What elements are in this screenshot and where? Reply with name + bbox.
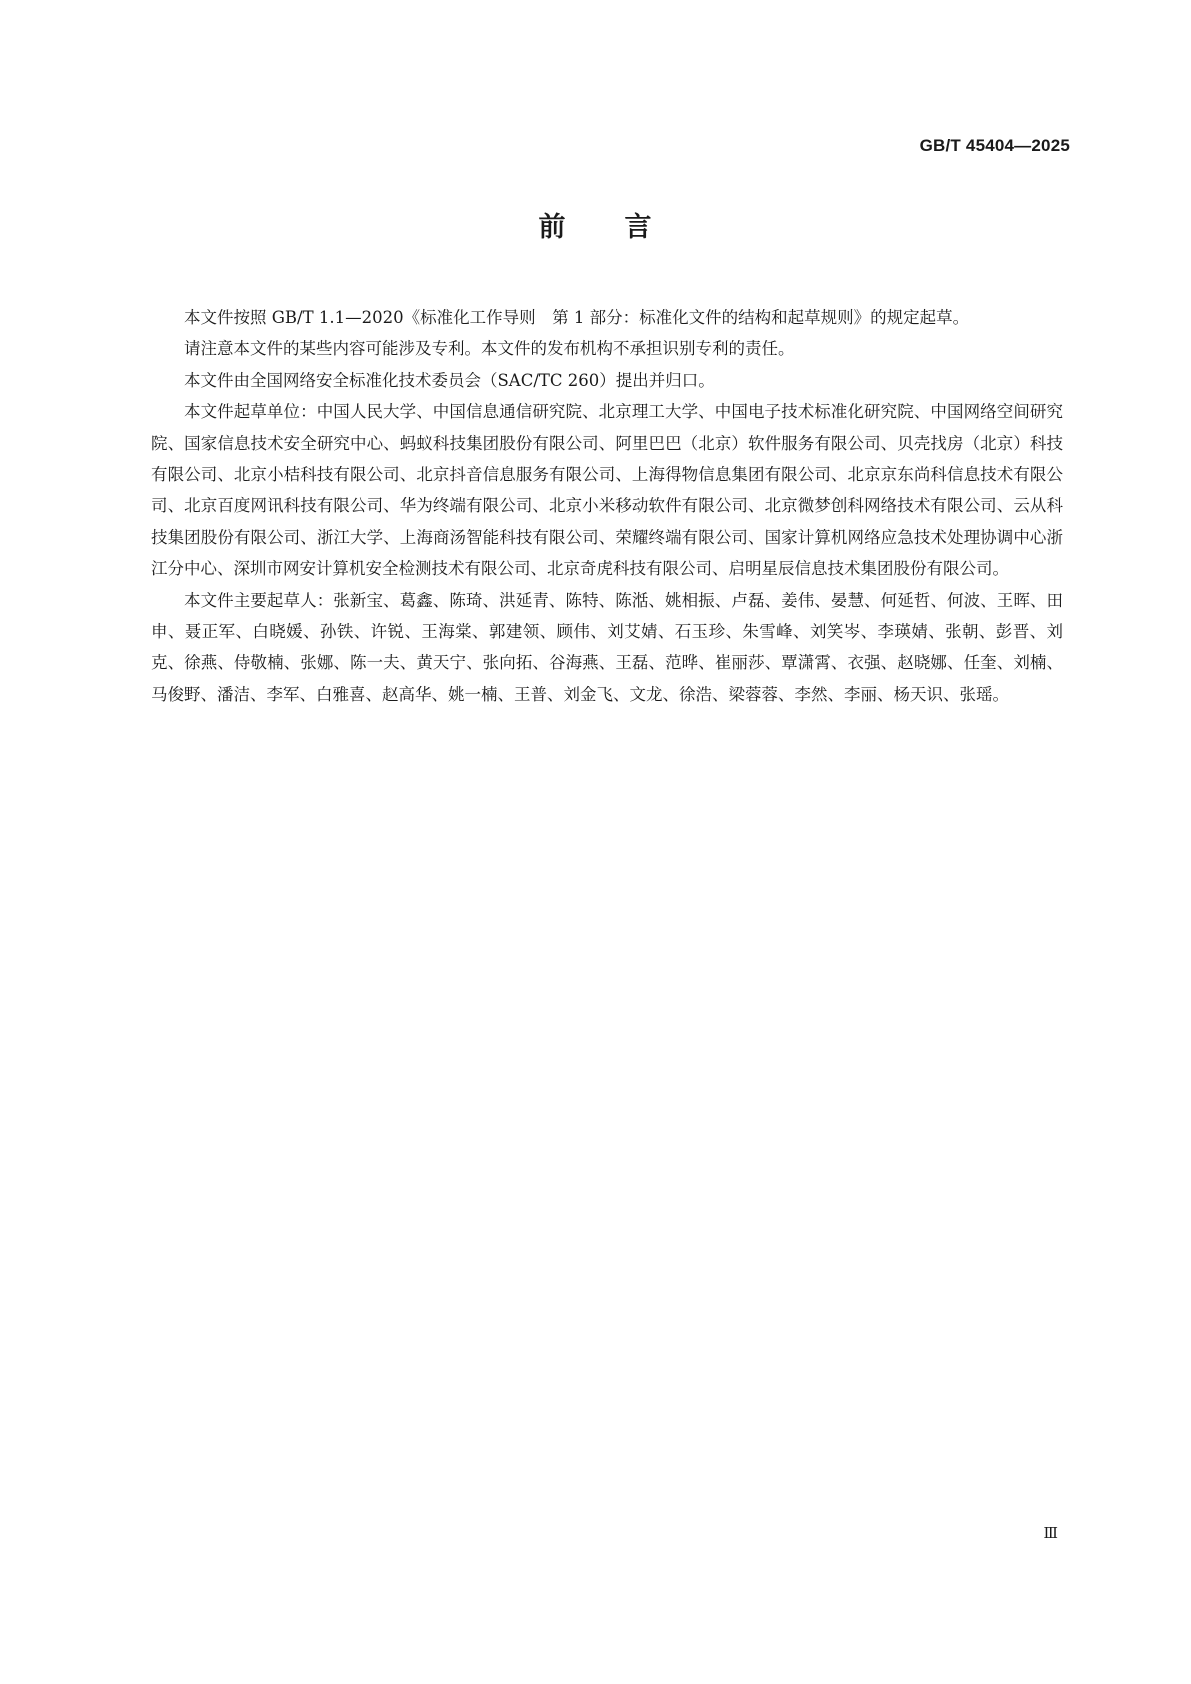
paragraph-patent-notice: 请注意本文件的某些内容可能涉及专利。本文件的发布机构不承担识别专利的责任。 bbox=[184, 339, 795, 359]
paragraph-drafting-units: 本文件起草单位：中国人民大学、中国信息通信研究院、北京理工大学、中国电子技术标准化研究院、中国网络空间研究院、国家信息技术安全研究中心、蚂蚁科技集团股份有限公司、阿里巴巴（北京）软件服务有限公司、贝壳找房（北京）科技有限公司、北京小桔科技有限公司、北京抖音信息服务有限公司、上海得物信息集团有限公司、北京京东尚科信息技术有限公司、北京百度网讯科技有限公司、华为终端有限公司、北京小米移动软件有限公司、北京微梦创科网络技术有限公司、云从科技集团股份有限公司、浙江大学、上海商汤智能科技有限公司、荣耀终端有限公司、国家计算机网络应急技术处理协调中心浙江分中心、深圳市网安计算机安全检测技术有限公司、北京奇虎科技有限公司、启明星辰信息技术集团股份有限公司。 bbox=[151, 402, 1063, 579]
standard-code: GB/T 45404—2025 bbox=[919, 136, 1070, 155]
title-char-1: 前 bbox=[538, 212, 567, 243]
paragraph-proposer: 本文件由全国网络安全标准化技术委员会（SAC/TC 260）提出并归口。 bbox=[184, 370, 715, 390]
paragraph-drafting-rules: 本文件按照 GB/T 1.1—2020《标准化工作导则 第 1 部分：标准化文件的结构和起草规则》的规定起草。 bbox=[184, 308, 970, 327]
page-title bbox=[0, 205, 1191, 244]
preface-body bbox=[151, 302, 1063, 710]
paragraph-drafters: 本文件主要起草人：张新宝、葛鑫、陈琦、洪延青、陈特、陈湉、姚相振、卢磊、姜伟、晏慧、何延哲、何波、王晖、田申、聂正军、白晓媛、孙铁、许锐、王海棠、郭建领、顾伟、刘艾婧、石玉珍、朱雪峰、刘笑岑、李瑛婧、张朝、彭晋、刘克、徐燕、侍敬楠、张娜、陈一夫、黄天宁、张向拓、谷海燕、王磊、范晔、崔丽莎、覃潇霄、衣强、赵晓娜、任奎、刘楠、马俊野、潘洁、李军、白雅喜、赵高华、姚一楠、王普、刘金飞、文龙、徐浩、梁蓉蓉、李然、李丽、杨天识、张瑶。 bbox=[151, 590, 1063, 704]
page-number: Ⅲ bbox=[1043, 1524, 1058, 1542]
title-char-2: 言 bbox=[624, 212, 653, 243]
